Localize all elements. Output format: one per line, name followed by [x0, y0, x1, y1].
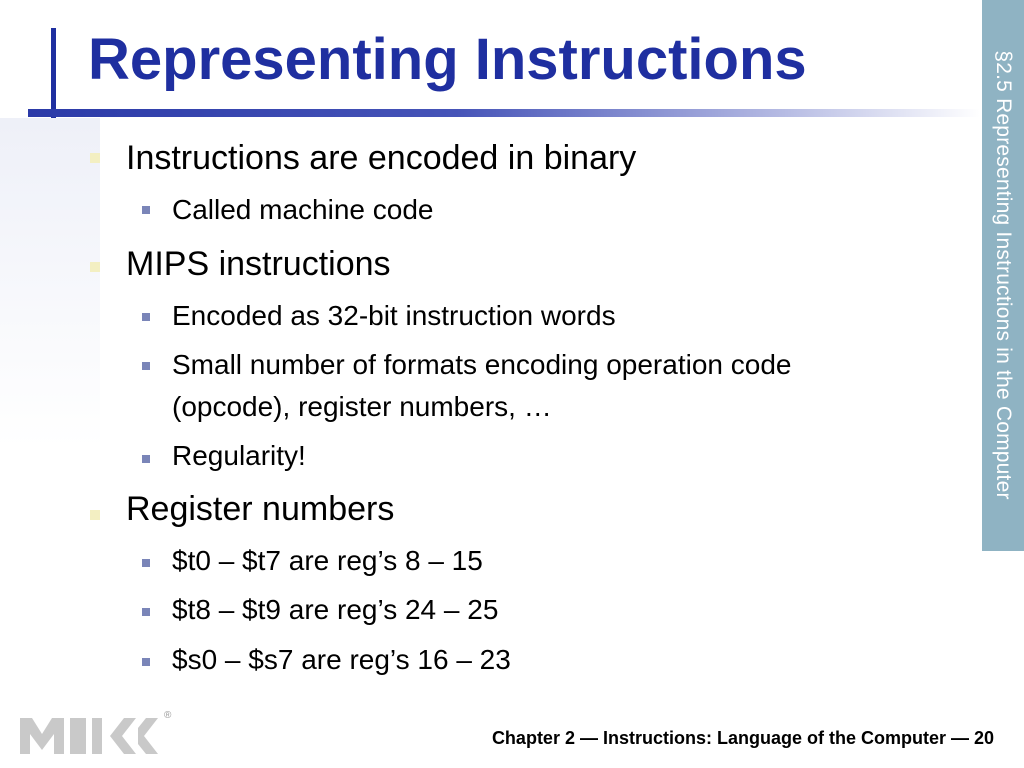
level2-bullet-icon — [142, 455, 150, 463]
bullet-level2: $t0 – $t7 are reg’s 8 – 15 — [172, 545, 483, 576]
level2-bullet-icon — [142, 559, 150, 567]
bullet-level2: Called machine code — [172, 194, 434, 225]
bullet-level2-continuation: (opcode), register numbers, … — [172, 391, 552, 422]
level2-bullet-icon — [142, 658, 150, 666]
left-gradient-shade — [0, 118, 100, 448]
bullet-level2: $t8 – $t9 are reg’s 24 – 25 — [172, 594, 499, 625]
level1-bullet-icon — [90, 510, 100, 520]
level2-bullet-icon — [142, 313, 150, 321]
slide-title: Representing Instructions — [88, 27, 807, 92]
title-accent-line — [51, 28, 56, 118]
slide-footer: Chapter 2 — Instructions: Language of the Computer — 20 — [491, 728, 994, 748]
level2-bullet-icon — [142, 362, 150, 370]
side-banner-text: §2.5 Representing Instructions in the Computer — [992, 50, 1015, 500]
bullet-level2: Encoded as 32-bit instruction words — [172, 300, 616, 331]
level1-bullet-icon — [90, 262, 100, 272]
bullet-level1: Register numbers — [126, 490, 395, 528]
level2-bullet-icon — [142, 608, 150, 616]
bullet-level2: Small number of formats encoding operation code — [172, 349, 792, 380]
mk-publisher-logo-icon — [18, 708, 178, 758]
registered-mark: ® — [164, 710, 172, 721]
title-underline-bar — [28, 109, 980, 117]
bullet-level1: MIPS instructions — [126, 245, 391, 283]
level2-bullet-icon — [142, 206, 150, 214]
bullet-level2: $s0 – $s7 are reg’s 16 – 23 — [172, 644, 511, 675]
bullet-level2: Regularity! — [172, 440, 306, 471]
level1-bullet-icon — [90, 153, 100, 163]
bullet-level1: Instructions are encoded in binary — [126, 139, 637, 177]
side-banner — [982, 0, 1024, 551]
